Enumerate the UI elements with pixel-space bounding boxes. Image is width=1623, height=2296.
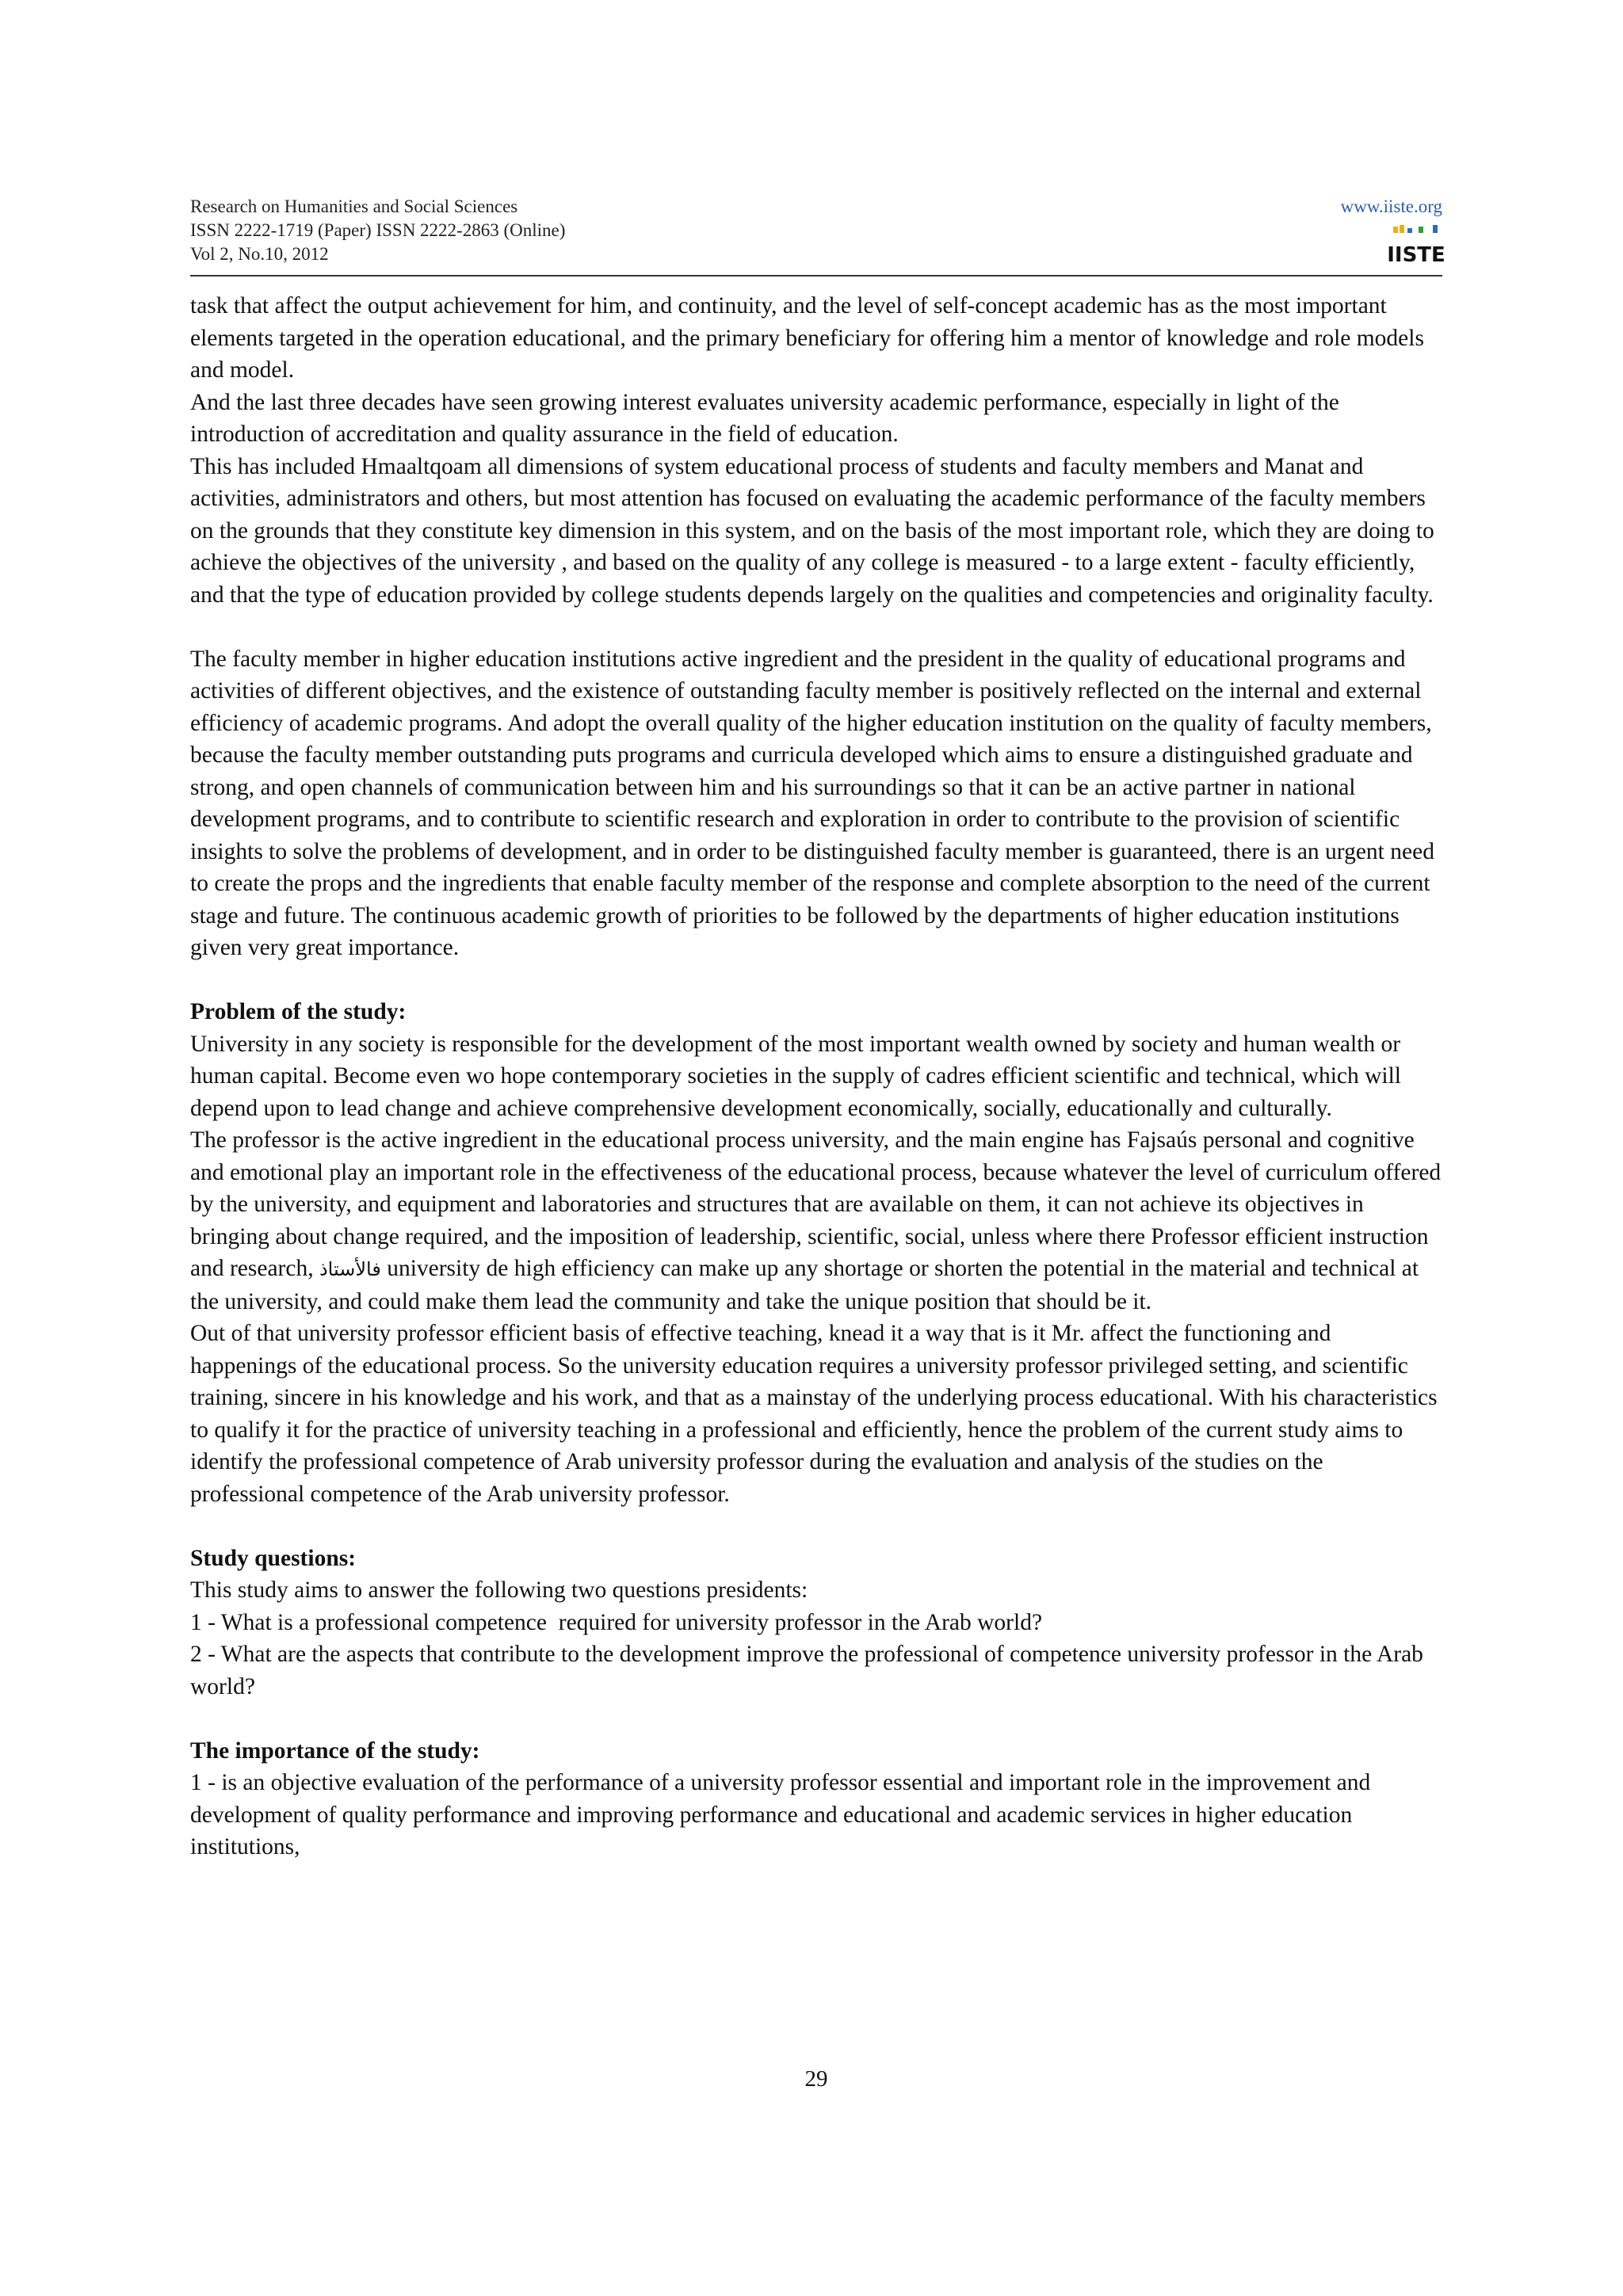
paragraph-3: This has included Hmaaltqoam all dimensions of system educational process of students and faculty members and Manat and activities, administrators and others, but most attention has focused on evaluating the academic performance of the faculty members on the grounds that they constitute key dimension in this system, and on the basis of the most important role, which they are doing to achieve the objectives of the university , and based on the quality of any college is measured - to a large extent - faculty efficiently, and that the type of education provided by college students depends largely on the qualities and competencies and originality faculty. bbox=[190, 453, 1434, 608]
spacer bbox=[190, 964, 1442, 997]
importance-paragraph-1: 1 - is an objective evaluation of the performance of a university professor essential and important role in the improvement and development of quality performance and improving performance and educational and academic services in higher education institutions, bbox=[190, 1770, 1371, 1859]
journal-issn: ISSN 2222-1719 (Paper) ISSN 2222-2863 (Online) bbox=[190, 220, 566, 240]
problem-paragraph-1: University in any society is responsible for the development of the most important wealth owned by society and human wealth or human capital. Become even wo hope contemporary societies in the supply of cadres efficient scientific and technical, which will depend upon to lead change and achieve comprehensive development economically, socially, educationally and culturally. bbox=[190, 1031, 1402, 1121]
spacer bbox=[190, 1703, 1442, 1735]
questions-heading: Study questions: bbox=[190, 1545, 357, 1571]
spacer bbox=[190, 611, 1442, 643]
journal-info bbox=[190, 195, 565, 266]
paragraph-4: The faculty member in higher education institutions active ingredient and the president in the quality of educational programs and activities of different objectives, and the existence of outstanding faculty member is positively reflected on the internal and external efficiency of academic programs. And adopt the overall quality of the higher education institution on the quality of faculty members, because the faculty member outstanding puts programs and curricula developed which aims to ensure a distinguished graduate and strong, and open channels of communication between him and his surroundings so that it can be an active partner in national development programs, and to contribute to scientific research and exploration in order to contribute to the provision of scientific insights to solve the problems of development, and in order to be distinguished faculty member is guaranteed, there is an urgent need to create the props and the ingredients that enable faculty member of the response and complete absorption to the need of the current stage and future. The continuous academic growth of priorities to be followed by the departments of higher education institutions given very great importance. bbox=[190, 646, 1434, 960]
problem-heading: Problem of the study: bbox=[190, 999, 407, 1024]
problem-paragraph-3: Out of that university professor efficient basis of effective teaching, knead it a way that is it Mr. affect the functioning and happenings of the educational process. So the university education requires a university professor privileged setting, and scientific training, sincere in his knowledge and his work, and that as a mainstay of the underlying process educational. With his characteristics to qualify it for the practice of university teaching in a professional and efficiently, hence the problem of the current study aims to identify the professional competence of Arab university professor during the evaluation and analysis of the studies on the professional competence of the Arab university professor. bbox=[190, 1321, 1438, 1507]
questions-intro: This study aims to answer the following two questions presidents: bbox=[190, 1577, 808, 1603]
logo-lettering bbox=[1387, 243, 1445, 267]
problem-paragraph-2-start: The professor is the active ingredient in the educational process university, and the main engine has Fajsaús personal and cognitive and emotional play an important role in the effectiveness of the educational process, because whatever the level of curriculum offered by the university, and equipment and laboratories and structures that are available on them, it can not achieve its objectives in bringing about change required, and the imposition of leadership, scientific, social, unless where there Professor efficient instruction and research, bbox=[190, 1127, 1442, 1281]
page-header bbox=[190, 195, 1445, 274]
journal-title: Research on Humanities and Social Sciences bbox=[190, 196, 518, 216]
importance-heading: The importance of the study: bbox=[190, 1737, 480, 1764]
journal-url-link[interactable]: www.iiste.org bbox=[1340, 196, 1442, 216]
article-body bbox=[190, 290, 1442, 1863]
spacer bbox=[190, 1510, 1442, 1543]
journal-volume: Vol 2, No.10, 2012 bbox=[190, 244, 329, 264]
page-number: 29 bbox=[804, 2066, 828, 2092]
journal-link-area bbox=[1341, 195, 1442, 219]
header-divider bbox=[190, 275, 1442, 277]
question-2: 2 - What are the aspects that contribute to the development improve the professional of competence university professor in the Arab world? bbox=[190, 1642, 1423, 1699]
problem-paragraph-2-end: university de high efficiency can make up any shortage or shorten the potential in the material and technical at the university, and could make them lead the community and take the unique position that should be it. bbox=[190, 1256, 1419, 1314]
problem-paragraph-2 bbox=[190, 1124, 1442, 1318]
svg-text:IISTE: IISTE bbox=[1387, 243, 1445, 267]
paragraph-1: task that affect the output achievement for him, and continuity, and the level of self-concept academic has as the most important elements targeted in the operation educational, and the primary beneficiary for offering him a mentor of knowledge and role models and model. bbox=[190, 293, 1424, 383]
paragraph-2: And the last three decades have seen growing interest evaluates university academic performance, especially in light of the introduction of accreditation and quality assurance in the field of education. bbox=[190, 389, 1339, 447]
question-1: 1 - What is a professional competence required for university professor in the Arab world? bbox=[190, 1609, 1043, 1635]
iiste-logo-icon bbox=[1387, 225, 1445, 267]
arabic-word: فالأستاذ bbox=[319, 1258, 381, 1280]
